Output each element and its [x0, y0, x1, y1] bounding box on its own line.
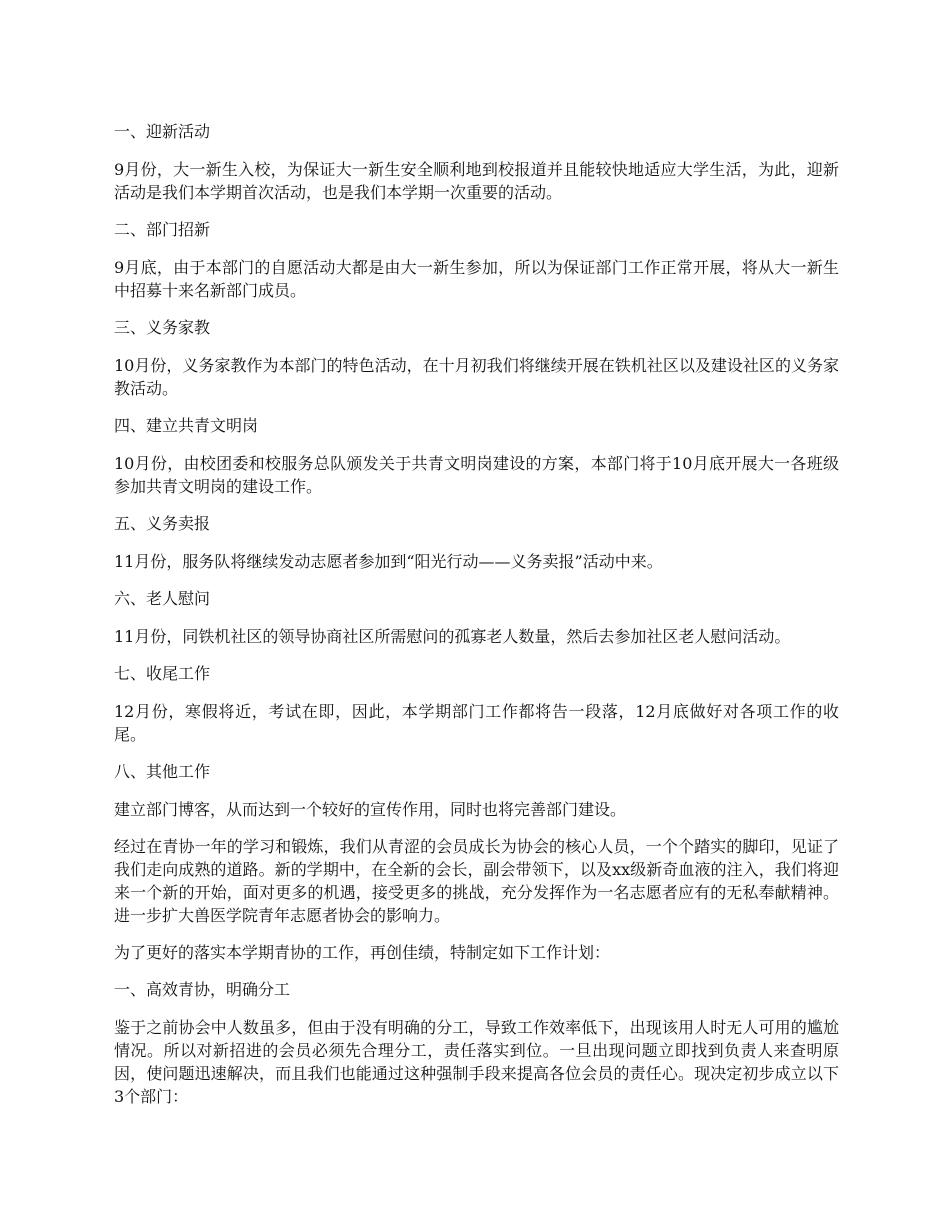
section-heading-wrapup: 七、收尾工作 — [114, 664, 211, 683]
section-heading-other: 八、其他工作 — [114, 762, 211, 781]
paragraph-youth-post: 10月份，由校团委和校服务总队颁发关于共青文明岗建设的方案，本部门将于10月底开展大一各班级参加共青文明岗的建设工作。 — [114, 454, 839, 496]
document-page — [114, 120, 839, 1122]
section-heading-youth-post: 四、建立共青文明岗 — [114, 416, 259, 435]
paragraph-intro: 经过在青协一年的学习和锻炼，我们从青涩的会员成长为协会的核心人员，一个个踏实的脚印，见证了我们走向成熟的道路。新的学期中，在全新的会长，副会带领下，以及xx级新奇血液的注入，我们将迎来一个新的开始，面对更多的机遇，接受更多的挑战，充分发挥作为一名志愿者应有的无私奉献精神。进一步扩大兽医学院青年志愿者协会的影响力。 — [114, 837, 839, 925]
paragraph-plan-lead: 为了更好的落实本学期青协的工作，再创佳绩，特制定如下工作计划： — [114, 943, 611, 962]
section-heading-elderly: 六、老人慰问 — [114, 589, 211, 608]
section-heading-welcome: 一、迎新活动 — [114, 122, 211, 141]
paragraph-welcome: 9月份，大一新生入校，为保证大一新生安全顺利地到校报道并且能较快地适应大学生活，为此，迎新活动是我们本学期首次活动，也是我们本学期一次重要的活动。 — [114, 160, 839, 202]
paragraph-tutoring: 10月份，义务家教作为本部门的特色活动，在十月初我们将继续开展在铁机社区以及建设社区的义务家教活动。 — [114, 356, 839, 398]
paragraph-elderly: 11月份，同铁机社区的领导协商社区所需慰问的孤寡老人数量，然后去参加社区老人慰问活动。 — [114, 627, 791, 646]
section-heading-recruit: 二、部门招新 — [114, 220, 211, 239]
paragraph-blog: 建立部门博客，从而达到一个较好的宣传作用，同时也将完善部门建设。 — [114, 800, 627, 819]
section-heading-tutoring: 三、义务家教 — [114, 318, 211, 337]
paragraph-recruit: 9月底，由于本部门的自愿活动大都是由大一新生参加，所以为保证部门工作正常开展，将从大一新生中招募十来名新部门成员。 — [114, 258, 839, 300]
section-heading-division: 一、高效青协，明确分工 — [114, 980, 291, 999]
paragraph-wrapup: 12月份，寒假将近，考试在即，因此，本学期部门工作都将告一段落，12月底做好对各项工作的收尾。 — [114, 702, 839, 744]
section-heading-newspaper: 五、义务卖报 — [114, 514, 211, 533]
paragraph-division: 鉴于之前协会中人数虽多，但由于没有明确的分工，导致工作效率低下，出现该用人时无人可用的尴尬情况。所以对新招进的会员必须先合理分工，责任落实到位。一旦出现问题立即找到负责人来查明原因，使问题迅速解决，而且我们也能通过这种强制手段来提高各位会员的责任心。现决定初步成立以下3个部门： — [114, 1018, 839, 1106]
paragraph-newspaper: 11月份，服务队将继续发动志愿者参加到“阳光行动——义务卖报”活动中来。 — [114, 552, 663, 571]
